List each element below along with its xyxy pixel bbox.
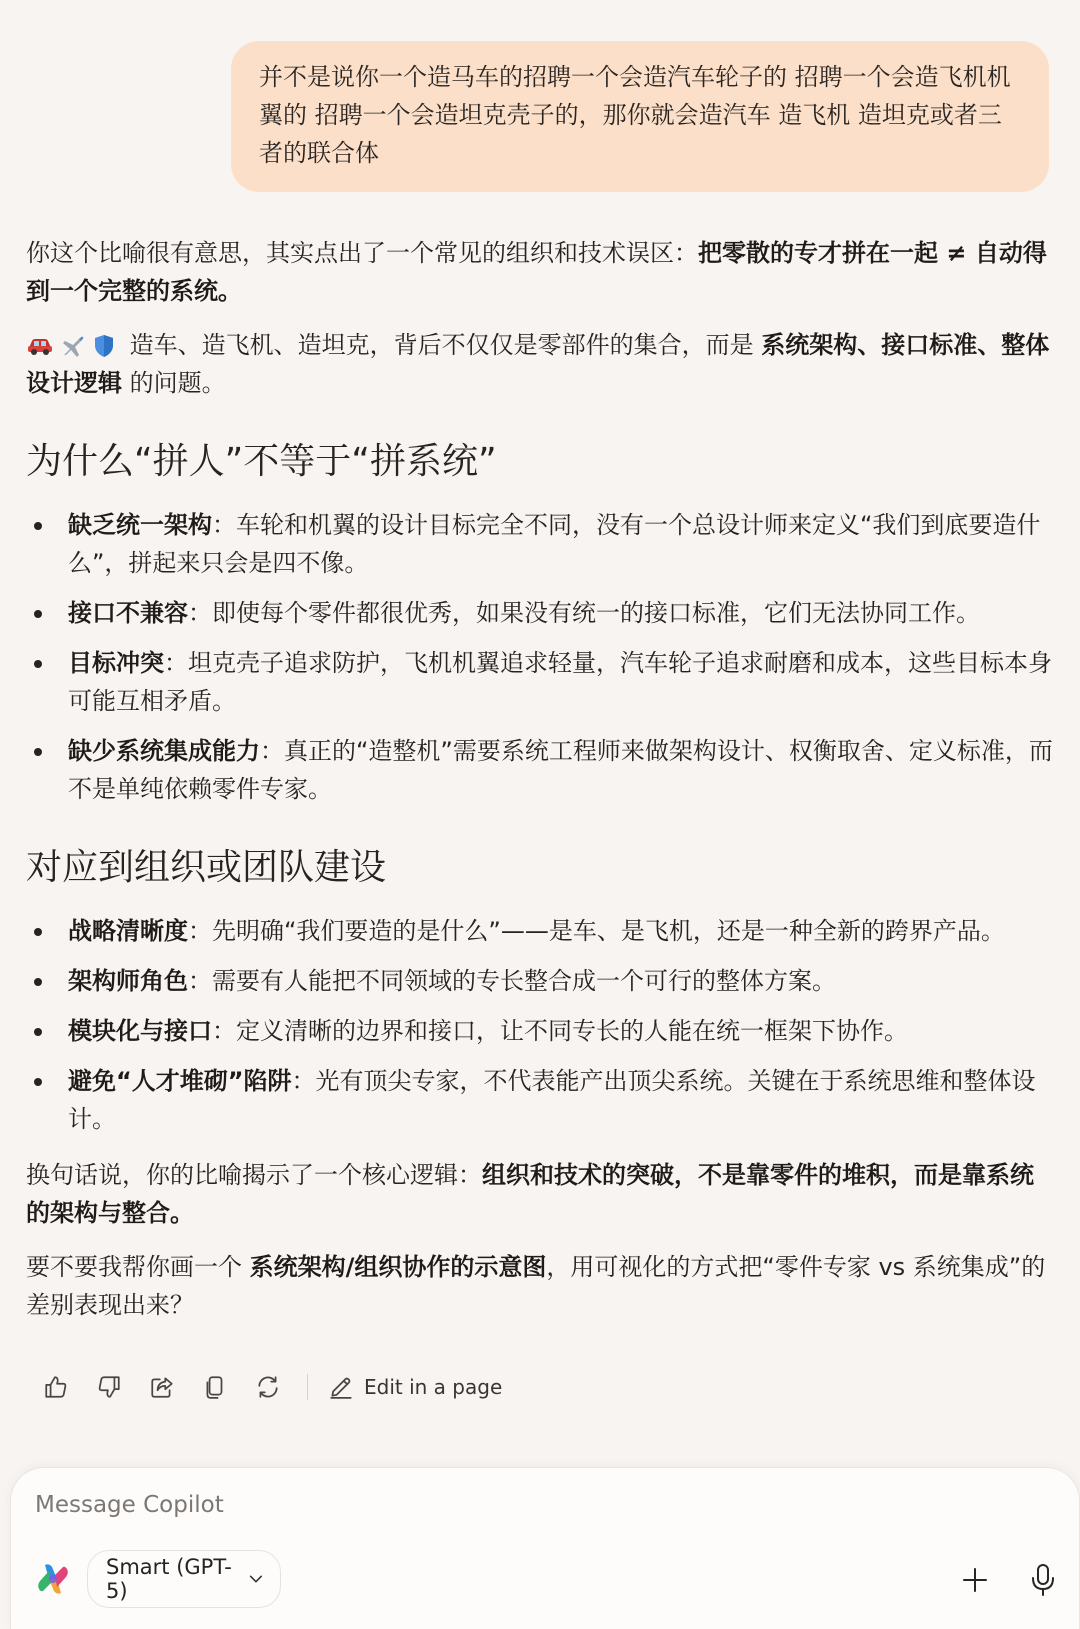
reply-intro-text: 你这个比喻很有意思，其实点出了一个常见的组织和技术误区： bbox=[26, 239, 698, 267]
microphone-icon bbox=[1028, 1562, 1058, 1598]
list-item bbox=[26, 594, 1056, 632]
emoji-group bbox=[26, 333, 116, 359]
edit-in-page-label: Edit in a page bbox=[364, 1375, 503, 1399]
message-input[interactable] bbox=[35, 1492, 935, 1518]
list-item bbox=[26, 912, 1056, 950]
reply-summary-text: 换句话说，你的比喻揭示了一个核心逻辑： bbox=[26, 1161, 482, 1189]
reply-offer bbox=[26, 1248, 1056, 1324]
user-message-bubble bbox=[231, 41, 1049, 192]
list-item-bold: 战略清晰度 bbox=[68, 917, 188, 945]
message-composer bbox=[10, 1467, 1080, 1629]
reply-p2-text: 造车、造飞机、造坦克，背后不仅仅是零部件的集合，而是 bbox=[122, 331, 762, 359]
list-item-bold: 目标冲突 bbox=[68, 649, 164, 677]
edit-in-page-button[interactable] bbox=[322, 1370, 508, 1404]
reply-p2-tail: 的问题。 bbox=[122, 369, 226, 397]
share-icon bbox=[149, 1374, 175, 1400]
list-item-text: ：车轮和机翼的设计目标完全不同，没有一个总设计师来定义“我们到底要造什么”，拼起来只会是四不像。 bbox=[68, 511, 1041, 577]
reply-intro bbox=[26, 234, 1056, 310]
list-item bbox=[26, 1012, 1056, 1050]
list-item-bold: 缺乏统一架构 bbox=[68, 511, 212, 539]
list-item-text: ：光有顶尖专家，不代表能产出顶尖系统。关键在于系统思维和整体设计。 bbox=[68, 1067, 1036, 1133]
edit-pen-icon bbox=[328, 1374, 354, 1400]
model-selector[interactable] bbox=[87, 1550, 281, 1608]
list-item bbox=[26, 732, 1056, 808]
list-item-bold: 接口不兼容 bbox=[68, 599, 188, 627]
add-attachment-button[interactable] bbox=[955, 1560, 995, 1600]
reply-offer-bold: 系统架构/组织协作的示意图 bbox=[249, 1253, 547, 1281]
reply-paragraph-2 bbox=[26, 326, 1056, 402]
user-message-text: 并不是说你一个造马车的招聘一个会造汽车轮子的 招聘一个会造飞机机翼的 招聘一个会造坦克壳子的，那你就会造汽车 造飞机 造坦克或者三者的联合体 bbox=[259, 63, 1011, 167]
microphone-button[interactable] bbox=[1023, 1558, 1063, 1602]
list-item bbox=[26, 506, 1056, 582]
list-item-text: ：即使每个零件都很优秀，如果没有统一的接口标准，它们无法协同工作。 bbox=[188, 599, 980, 627]
thumbs-down-icon bbox=[96, 1374, 122, 1400]
list-item-text: ：需要有人能把不同领域的专长整合成一个可行的整体方案。 bbox=[188, 967, 836, 995]
list-item-bold: 架构师角色 bbox=[68, 967, 188, 995]
reply-summary-bold: 组织和技术的突破，不是靠零件的堆积，而是靠系统的架构与整合。 bbox=[26, 1161, 1034, 1227]
list-item-bold: 避免“人才堆砌”陷阱 bbox=[68, 1067, 292, 1095]
section-heading-1: 为什么“拼人”不等于“拼系统” bbox=[26, 441, 497, 482]
car-emoji bbox=[26, 333, 54, 357]
list-item bbox=[26, 644, 1056, 720]
thumbs-down-button[interactable] bbox=[89, 1367, 129, 1407]
copy-button[interactable] bbox=[195, 1367, 235, 1407]
model-selector-label: Smart (GPT-5) bbox=[106, 1555, 232, 1603]
section-1-list bbox=[26, 506, 1056, 808]
regenerate-icon bbox=[255, 1374, 281, 1400]
message-actions bbox=[36, 1367, 508, 1407]
chevron-down-icon bbox=[248, 1570, 264, 1588]
list-item-text: ：真正的“造整机”需要系统工程师来做架构设计、权衡取舍、定义标准，而不是单纯依赖零件专家。 bbox=[68, 737, 1053, 803]
list-item-text: ：先明确“我们要造的是什么”——是车、是飞机，还是一种全新的跨界产品。 bbox=[188, 917, 1005, 945]
actions-divider bbox=[307, 1374, 308, 1400]
list-item-bold: 模块化与接口 bbox=[68, 1017, 212, 1045]
plus-icon bbox=[961, 1566, 989, 1594]
reply-offer-text: 要不要我帮你画一个 bbox=[26, 1253, 250, 1281]
list-item-bold: 缺少系统集成能力 bbox=[68, 737, 260, 765]
list-item bbox=[26, 1062, 1056, 1138]
copy-icon bbox=[202, 1374, 228, 1400]
thumbs-up-icon bbox=[43, 1374, 69, 1400]
shield-emoji bbox=[92, 333, 116, 359]
section-heading-2: 对应到组织或团队建设 bbox=[26, 847, 387, 888]
reply-offer-tail: ，用可视化的方式把“零件专家 vs 系统集成”的差别表现出来？ bbox=[26, 1253, 1046, 1319]
regenerate-button[interactable] bbox=[248, 1367, 288, 1407]
list-item-text: ：坦克壳子追求防护，飞机机翼追求轻量，汽车轮子追求耐磨和成本，这些目标本身可能互相矛盾。 bbox=[68, 649, 1052, 715]
reply-summary bbox=[26, 1156, 1056, 1232]
section-2-list bbox=[26, 912, 1056, 1138]
list-item-text: ：定义清晰的边界和接口，让不同专长的人能在统一框架下协作。 bbox=[212, 1017, 908, 1045]
share-button[interactable] bbox=[142, 1367, 182, 1407]
thumbs-up-button[interactable] bbox=[36, 1367, 76, 1407]
reply-p2-bold: 系统架构、接口标准、整体设计逻辑 bbox=[26, 331, 1050, 397]
list-item bbox=[26, 962, 1056, 1000]
copilot-logo-icon bbox=[33, 1559, 73, 1599]
reply-intro-bold: 把零散的专才拼在一起 ≠ 自动得到一个完整的系统。 bbox=[26, 239, 1047, 305]
assistant-reply bbox=[26, 234, 1056, 1340]
airplane-emoji bbox=[60, 333, 86, 359]
